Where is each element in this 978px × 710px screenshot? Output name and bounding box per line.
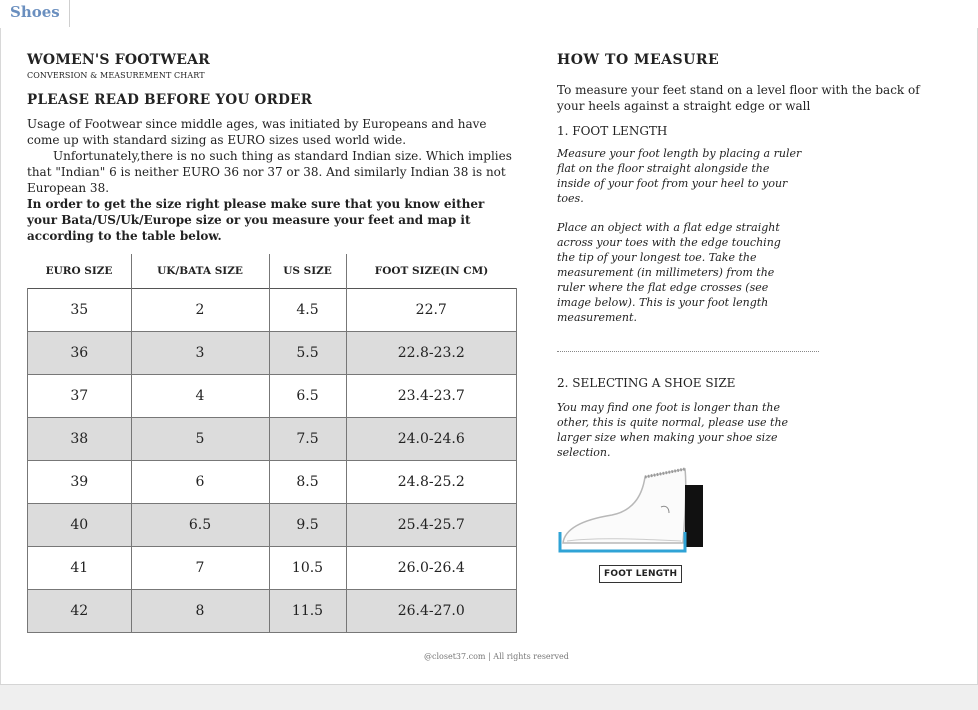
para-instructions: In order to get the size right please make sure that you know either your Bata/US/Uk/Europe size or you measure your feet and map it according to the table below. (27, 197, 485, 243)
cell-uk: 2 (131, 289, 269, 332)
cell-cm: 24.8-25.2 (346, 461, 517, 504)
cell-uk: 5 (131, 418, 269, 461)
cell-us: 10.5 (269, 547, 346, 590)
cell-cm: 24.0-24.6 (346, 418, 517, 461)
para-usage: Usage of Footwear since middle ages, was initiated by Europeans and have come up with standard sizing as EURO sizes used world wide. (27, 117, 487, 147)
cell-euro: 40 (28, 504, 132, 547)
copyright-text: @closet37.com | All rights reserved (424, 652, 569, 661)
cell-us: 8.5 (269, 461, 346, 504)
para-indian-size: Unfortunately,there is no such thing as standard Indian size. Which implies that "Indian" 6 is neither EURO 36 nor 37 or 38. And similarly Indian 38 is not European 38. (27, 149, 512, 195)
foot-length-label: FOOT LENGTH (599, 565, 682, 583)
tab-bar (0, 0, 978, 29)
cell-euro: 41 (28, 547, 132, 590)
bottom-bar (0, 684, 978, 710)
tab-shoes[interactable]: Shoes (0, 0, 70, 27)
cell-cm: 23.4-23.7 (346, 375, 517, 418)
section-foot-length: 1. FOOT LENGTH (557, 124, 668, 138)
cell-us: 9.5 (269, 504, 346, 547)
col-foot-size: FOOT SIZE(IN CM) (346, 254, 517, 289)
right-column (557, 52, 937, 579)
cell-euro: 38 (28, 418, 132, 461)
cell-uk: 6.5 (131, 504, 269, 547)
table-row (28, 418, 517, 461)
read-heading: PLEASE READ BEFORE YOU ORDER (27, 92, 313, 108)
cell-uk: 4 (131, 375, 269, 418)
table-header-row (28, 254, 517, 289)
table-row (28, 332, 517, 375)
table-row (28, 590, 517, 633)
cell-uk: 3 (131, 332, 269, 375)
page-title: WOMEN'S FOOTWEAR (27, 52, 210, 68)
cell-euro: 36 (28, 332, 132, 375)
cell-uk: 6 (131, 461, 269, 504)
divider (557, 351, 819, 352)
col-euro-size: EURO SIZE (45, 265, 113, 277)
foot-length-step-2: Place an object with a flat edge straight across your toes with the edge touching the tip of your longest toe. Take the measurement (in millimeters) from the ruler where the flat edge crosses (see image below). This is your foot length measurement. (557, 221, 781, 324)
cell-uk: 7 (131, 547, 269, 590)
cell-cm: 26.0-26.4 (346, 547, 517, 590)
foot-measure-illustration (557, 457, 717, 587)
how-to-measure-title: HOW TO MEASURE (557, 52, 720, 68)
page-subtitle: CONVERSION & MEASUREMENT CHART (27, 71, 205, 80)
table-row (28, 289, 517, 332)
cell-uk: 8 (131, 590, 269, 633)
content-panel (0, 28, 978, 684)
table-row (28, 504, 517, 547)
cell-euro: 39 (28, 461, 132, 504)
col-us-size: US SIZE (269, 254, 346, 289)
measure-intro: To measure your feet stand on a level floor with the back of your heels against a straight edge or wall (557, 83, 920, 113)
cell-cm: 22.7 (346, 289, 517, 332)
cell-us: 4.5 (269, 289, 346, 332)
cell-euro: 42 (28, 590, 132, 633)
col-uk-bata-size: UK/BATA SIZE (131, 254, 269, 289)
cell-cm: 25.4-25.7 (346, 504, 517, 547)
cell-us: 7.5 (269, 418, 346, 461)
cell-euro: 35 (28, 289, 132, 332)
foot-icon (557, 457, 717, 562)
intro-paragraph (27, 116, 517, 244)
left-column (27, 52, 517, 244)
cell-us: 6.5 (269, 375, 346, 418)
size-chart-table (27, 254, 517, 633)
cell-us: 5.5 (269, 332, 346, 375)
cell-euro: 37 (28, 375, 132, 418)
table-row (28, 461, 517, 504)
selecting-size-text: You may find one foot is longer than the other, this is quite normal, please use the larger size when making your shoe size selection. (557, 401, 789, 459)
foot-length-step-1: Measure your foot length by placing a ruler flat on the floor straight alongside the inside of your foot from your heel to your toes. (557, 147, 802, 205)
cell-us: 11.5 (269, 590, 346, 633)
table-row (28, 375, 517, 418)
table-row (28, 547, 517, 590)
section-selecting-size: 2. SELECTING A SHOE SIZE (557, 376, 736, 390)
cell-cm: 26.4-27.0 (346, 590, 517, 633)
cell-cm: 22.8-23.2 (346, 332, 517, 375)
